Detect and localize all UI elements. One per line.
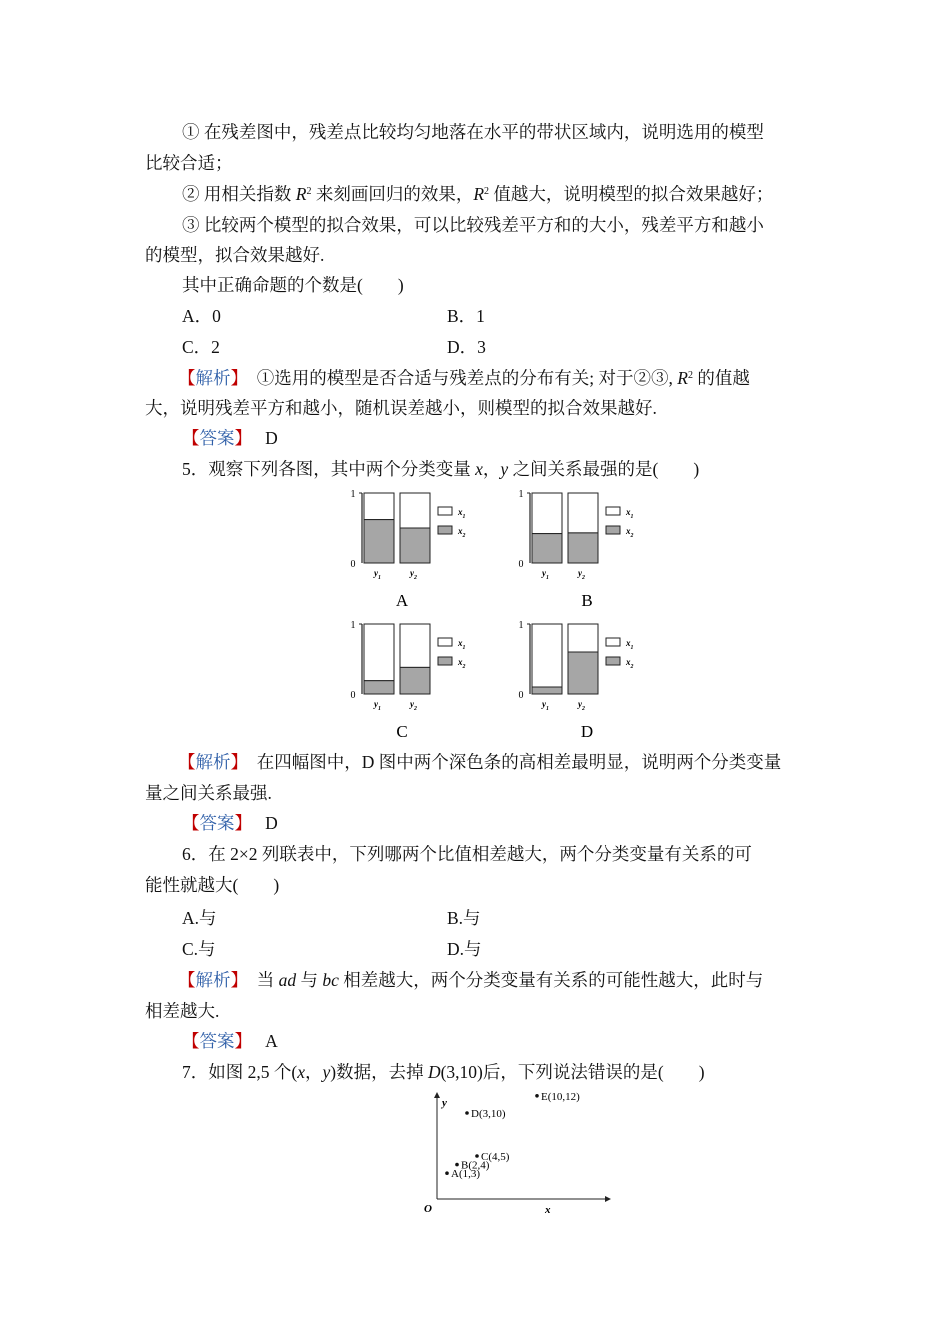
bar-segment-x2 xyxy=(568,533,598,563)
legend-label-x1: $x_1$ xyxy=(458,638,466,651)
bar-segment-x2 xyxy=(400,667,430,694)
q6-option-c: C.与 xyxy=(182,939,216,959)
a4-analysis-line1: 【解析】 ①选用的模型是否合适与残差点的分布有关; 对于②③, $R^2$ 的值越 xyxy=(178,368,750,388)
legend-swatch-x2 xyxy=(438,657,452,665)
a4-analysis-line2: 大，说明残差平方和越小，随机误差越小，则模型的拟合效果越好. xyxy=(145,398,657,418)
legend-label-x2: $x_2$ xyxy=(458,526,466,539)
x-tick-label: $y_2$ xyxy=(578,568,585,581)
point-d xyxy=(465,1111,469,1115)
x-axis-arrow xyxy=(605,1196,611,1202)
chart-caption-c: C xyxy=(396,722,408,741)
y-tick-label-bottom: 0 xyxy=(350,559,356,570)
x-axis-label: x xyxy=(545,1204,551,1215)
point-a xyxy=(445,1171,449,1175)
y-tick-label-top: 1 xyxy=(518,620,524,631)
a4-answer: 【答案】 D xyxy=(182,428,278,448)
q4-stem: 其中正确命题的个数是( ) xyxy=(182,275,404,295)
legend-label-x2: $x_2$ xyxy=(626,526,634,539)
a5-analysis-line1: 【解析】 在四幅图中，D 图中两个深色条的高相差最明显，说明两个分类变量 xyxy=(178,752,782,772)
scatter-chart xyxy=(415,1090,615,1215)
bar-chart-a xyxy=(351,489,466,581)
legend-swatch-x2 xyxy=(438,526,452,534)
bar-segment-x1 xyxy=(400,624,430,667)
x-tick-label: $y_1$ xyxy=(542,699,549,712)
bar-segment-x1 xyxy=(364,624,394,681)
bar-segment-x1 xyxy=(364,493,394,520)
q4-option-a: A．0 xyxy=(182,306,221,326)
a6-analysis-line1: 【解析】 当 ad 与 bc 相差越大，两个分类变量有关系的可能性越大，此时与 xyxy=(178,970,764,990)
analysis-tag: 【解析】 xyxy=(178,368,240,388)
legend-label-x1: $x_1$ xyxy=(626,507,634,520)
q5-stem: 5．观察下列各图，其中两个分类变量 x，y 之间关系最强的是( ) xyxy=(182,459,700,479)
a6-analysis-line2: 相差越大. xyxy=(145,1001,220,1021)
a6-answer: 【答案】 A xyxy=(182,1031,278,1051)
legend-label-x1: $x_1$ xyxy=(458,507,466,520)
bar-segment-x1 xyxy=(568,624,598,652)
bar-segment-x2 xyxy=(400,528,430,563)
bar-chart-c xyxy=(351,620,466,712)
bar-chart-d xyxy=(519,620,634,712)
y-tick-label-bottom: 0 xyxy=(518,559,524,570)
bar-segment-x1 xyxy=(532,493,562,534)
legend-swatch-x2 xyxy=(606,657,620,665)
q6-option-d: D.与 xyxy=(447,939,482,959)
bar-segment-x1 xyxy=(400,493,430,528)
chart-caption-b: B xyxy=(581,591,593,610)
a5-answer: 【答案】 D xyxy=(182,813,278,833)
x-tick-label: $y_1$ xyxy=(374,568,381,581)
bar-chart-b xyxy=(519,489,634,581)
point-label-d: D(3,10) xyxy=(471,1108,506,1120)
p2-line: ② 用相关指数 $R^2$ 来刻画回归的效果，$R^2$ 值越大，说明模型的拟合效果越好； xyxy=(182,184,774,204)
q6-line1: 6．在 2×2 列联表中，下列哪两个比值相差越大，两个分类变量有关系的可 xyxy=(182,844,752,864)
legend-swatch-x1 xyxy=(606,507,620,515)
y-axis-arrow xyxy=(434,1092,440,1098)
p1-line2: 比较合适； xyxy=(145,153,233,173)
bar-segment-x2 xyxy=(532,687,562,694)
y-axis-label: y xyxy=(442,1097,447,1109)
x-tick-label: $y_2$ xyxy=(410,699,417,712)
q4-option-c: C．2 xyxy=(182,337,220,357)
y-tick-label-bottom: 0 xyxy=(350,690,356,701)
bar-segment-x2 xyxy=(364,681,394,694)
p3-line2: 的模型，拟合效果越好. xyxy=(145,245,325,265)
bar-segment-x1 xyxy=(532,624,562,687)
q7-stem: 7．如图 2,5 个(x，y)数据，去掉 D(3,10)后，下列说法错误的是( ) xyxy=(182,1062,705,1082)
point-e xyxy=(535,1094,539,1098)
p1-line1: ① 在残差图中，残差点比较均匀地落在水平的带状区域内，说明选用的模型 xyxy=(182,122,764,142)
point-label-b: B(2,4) xyxy=(461,1159,490,1172)
legend-swatch-x1 xyxy=(606,638,620,646)
q6-option-b: B.与 xyxy=(447,908,481,928)
x-tick-label: $y_1$ xyxy=(374,699,381,712)
p3-line1: ③ 比较两个模型的拟合效果，可以比较残差平方和的大小，残差平方和越小 xyxy=(182,215,764,235)
x-tick-label: $y_1$ xyxy=(542,568,549,581)
y-tick-label-top: 1 xyxy=(518,489,524,500)
bar-segment-x2 xyxy=(532,534,562,563)
y-tick-label-bottom: 0 xyxy=(518,690,524,701)
legend-swatch-x1 xyxy=(438,638,452,646)
x-tick-label: $y_2$ xyxy=(410,568,417,581)
point-b xyxy=(455,1163,459,1167)
x-tick-label: $y_2$ xyxy=(578,699,585,712)
y-tick-label-top: 1 xyxy=(350,620,356,631)
q6-option-a: A.与 xyxy=(182,908,217,928)
a5-analysis-line2: 量之间关系最强. xyxy=(145,783,272,803)
legend-label-x2: $x_2$ xyxy=(458,657,466,670)
point-label-c: C(4,5) xyxy=(481,1151,510,1163)
point-c xyxy=(475,1154,479,1158)
chart-caption-d: D xyxy=(580,722,594,741)
bar-segment-x2 xyxy=(364,520,394,563)
legend-swatch-x2 xyxy=(606,526,620,534)
q4-option-d: D．3 xyxy=(447,337,486,357)
q6-line2: 能性就越大( ) xyxy=(145,875,280,895)
q4-option-b: B．1 xyxy=(447,306,485,326)
point-label-e: E(10,12) xyxy=(541,1090,580,1103)
legend-label-x2: $x_2$ xyxy=(626,657,634,670)
legend-label-x1: $x_1$ xyxy=(626,638,634,651)
bar-charts xyxy=(0,485,950,745)
chart-caption-a: A xyxy=(395,591,409,610)
point-label-a: A(1,3) xyxy=(451,1168,481,1181)
legend-swatch-x1 xyxy=(438,507,452,515)
bar-segment-x1 xyxy=(568,493,598,533)
y-tick-label-top: 1 xyxy=(350,489,356,500)
bar-segment-x2 xyxy=(568,652,598,694)
origin-label: O xyxy=(424,1203,432,1215)
